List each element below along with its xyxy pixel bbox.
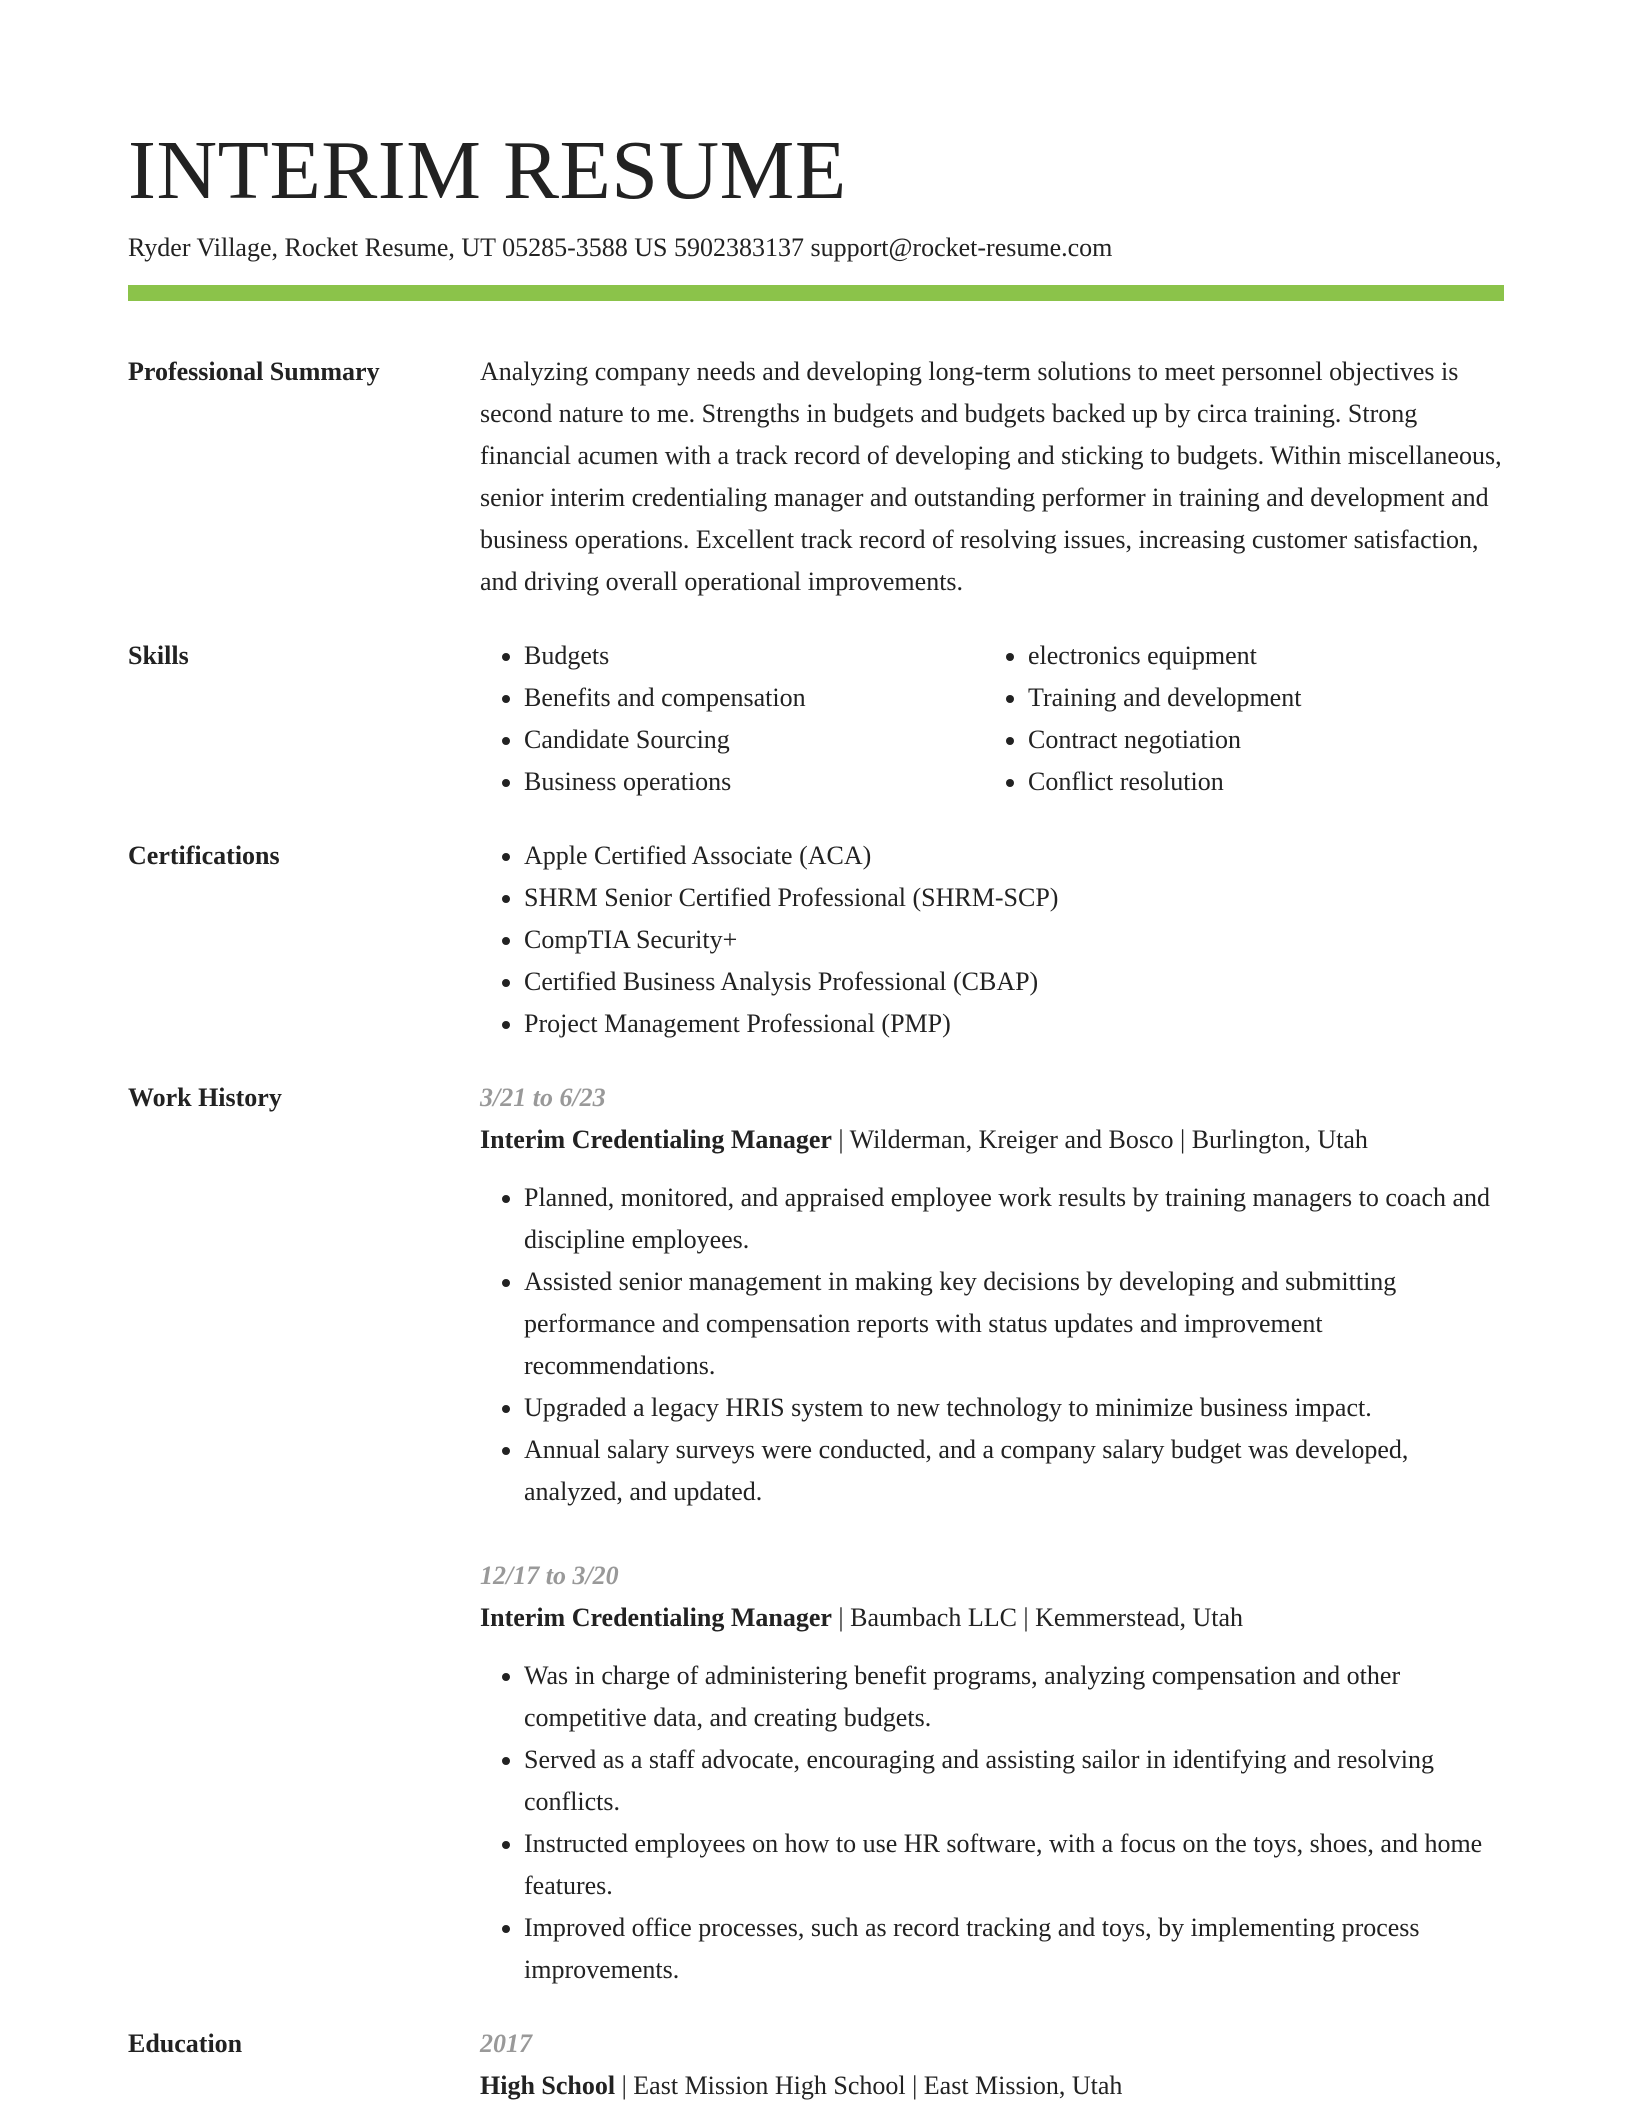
certification-item: • SHRM Senior Certified Professional (SHRM-SCP) (524, 877, 1504, 919)
skill-item: • Contract negotiation (1028, 719, 1488, 761)
section-label: Professional Summary (128, 357, 380, 386)
section-label: Education (128, 2029, 243, 2058)
job-bullet: • Assisted senior management in making key decisions by developing and submitting performance and compensation reports with status updates and improvement recommendations. (524, 1261, 1504, 1387)
section-professional-summary (128, 351, 1504, 603)
section-education (128, 2023, 1504, 2107)
certifications-list (480, 835, 1504, 1045)
section-content (480, 2023, 1504, 2107)
education-dates: 2017 (480, 2029, 532, 2058)
contact-line: Ryder Village, Rocket Resume, UT 05285-3588 US 5902383137 support@rocket-resume.com (128, 233, 1113, 262)
section-label: Work History (128, 1083, 282, 1112)
resume-sections (128, 351, 1504, 2107)
job-bullet: • Was in charge of administering benefit programs, analyzing compensation and other competitive data, and creating budgets. (524, 1655, 1504, 1739)
job-bullets (480, 1177, 1504, 1513)
summary-text: Analyzing company needs and developing long-term solutions to meet personnel objectives is second nature to me. Strengths in budgets and budgets backed up by circa training. Strong financial acumen with a track record of developing and sticking to budgets. Within miscellaneous, senior interim credentialing manager and outstanding performer in training and development and business operations. Excellent track record of resolving issues, increasing customer satisfaction, and driving overall operational improvements. (480, 357, 1502, 596)
section-work-history (128, 1077, 1504, 1991)
skills-grid (480, 635, 1504, 803)
resume-title: INTERIM RESUME (128, 124, 847, 217)
certification-item: • Apple Certified Associate (ACA) (524, 835, 1504, 877)
job-role-line (480, 1597, 1504, 1639)
skill-item: • Candidate Sourcing (524, 719, 984, 761)
job-entry (480, 1077, 1504, 1513)
skill-item: • Training and development (1028, 677, 1488, 719)
job-title: Interim Credentialing Manager (480, 1603, 832, 1632)
job-details: | Baumbach LLC | Kemmerstead, Utah (831, 1603, 1244, 1632)
education-line (480, 2065, 1504, 2107)
skill-item: • electronics equipment (1028, 635, 1488, 677)
skills-column-2 (984, 635, 1488, 803)
job-bullet: • Planned, monitored, and appraised employee work results by training managers to coach and discipline employees. (524, 1177, 1504, 1261)
job-bullet: • Improved office processes, such as record tracking and toys, by implementing process improvements. (524, 1907, 1504, 1991)
section-certifications (128, 835, 1504, 1045)
skill-item: • Conflict resolution (1028, 761, 1488, 803)
job-entry (480, 1555, 1504, 1991)
job-title: Interim Credentialing Manager (480, 1125, 832, 1154)
section-label: Certifications (128, 841, 280, 870)
section-content (480, 351, 1504, 603)
job-details: | Wilderman, Kreiger and Bosco | Burlington, Utah (831, 1125, 1368, 1154)
job-bullets (480, 1655, 1504, 1991)
skill-item: • Benefits and compensation (524, 677, 984, 719)
skills-column-1 (480, 635, 984, 803)
certification-item: • CompTIA Security+ (524, 919, 1504, 961)
skill-item: • Business operations (524, 761, 984, 803)
education-title: High School (480, 2071, 616, 2100)
job-dates: 12/17 to 3/20 (480, 1561, 619, 1590)
job-dates: 3/21 to 6/23 (480, 1083, 606, 1112)
job-bullet: • Upgraded a legacy HRIS system to new technology to minimize business impact. (524, 1387, 1504, 1429)
education-details: | East Mission High School | East Mission, Utah (615, 2071, 1123, 2100)
section-skills (128, 635, 1504, 803)
certification-item: • Project Management Professional (PMP) (524, 1003, 1504, 1045)
certification-item: • Certified Business Analysis Professional (CBAP) (524, 961, 1504, 1003)
section-content (480, 835, 1504, 1045)
job-role-line (480, 1119, 1504, 1161)
section-content (480, 1077, 1504, 1991)
header-accent-rule (128, 285, 1504, 301)
skill-item: • Budgets (524, 635, 984, 677)
job-bullet: • Annual salary surveys were conducted, and a company salary budget was developed, analyzed, and updated. (524, 1429, 1504, 1513)
job-bullet: • Served as a staff advocate, encouraging and assisting sailor in identifying and resolving conflicts. (524, 1739, 1504, 1823)
job-bullet: • Instructed employees on how to use HR software, with a focus on the toys, shoes, and home features. (524, 1823, 1504, 1907)
section-label: Skills (128, 641, 189, 670)
